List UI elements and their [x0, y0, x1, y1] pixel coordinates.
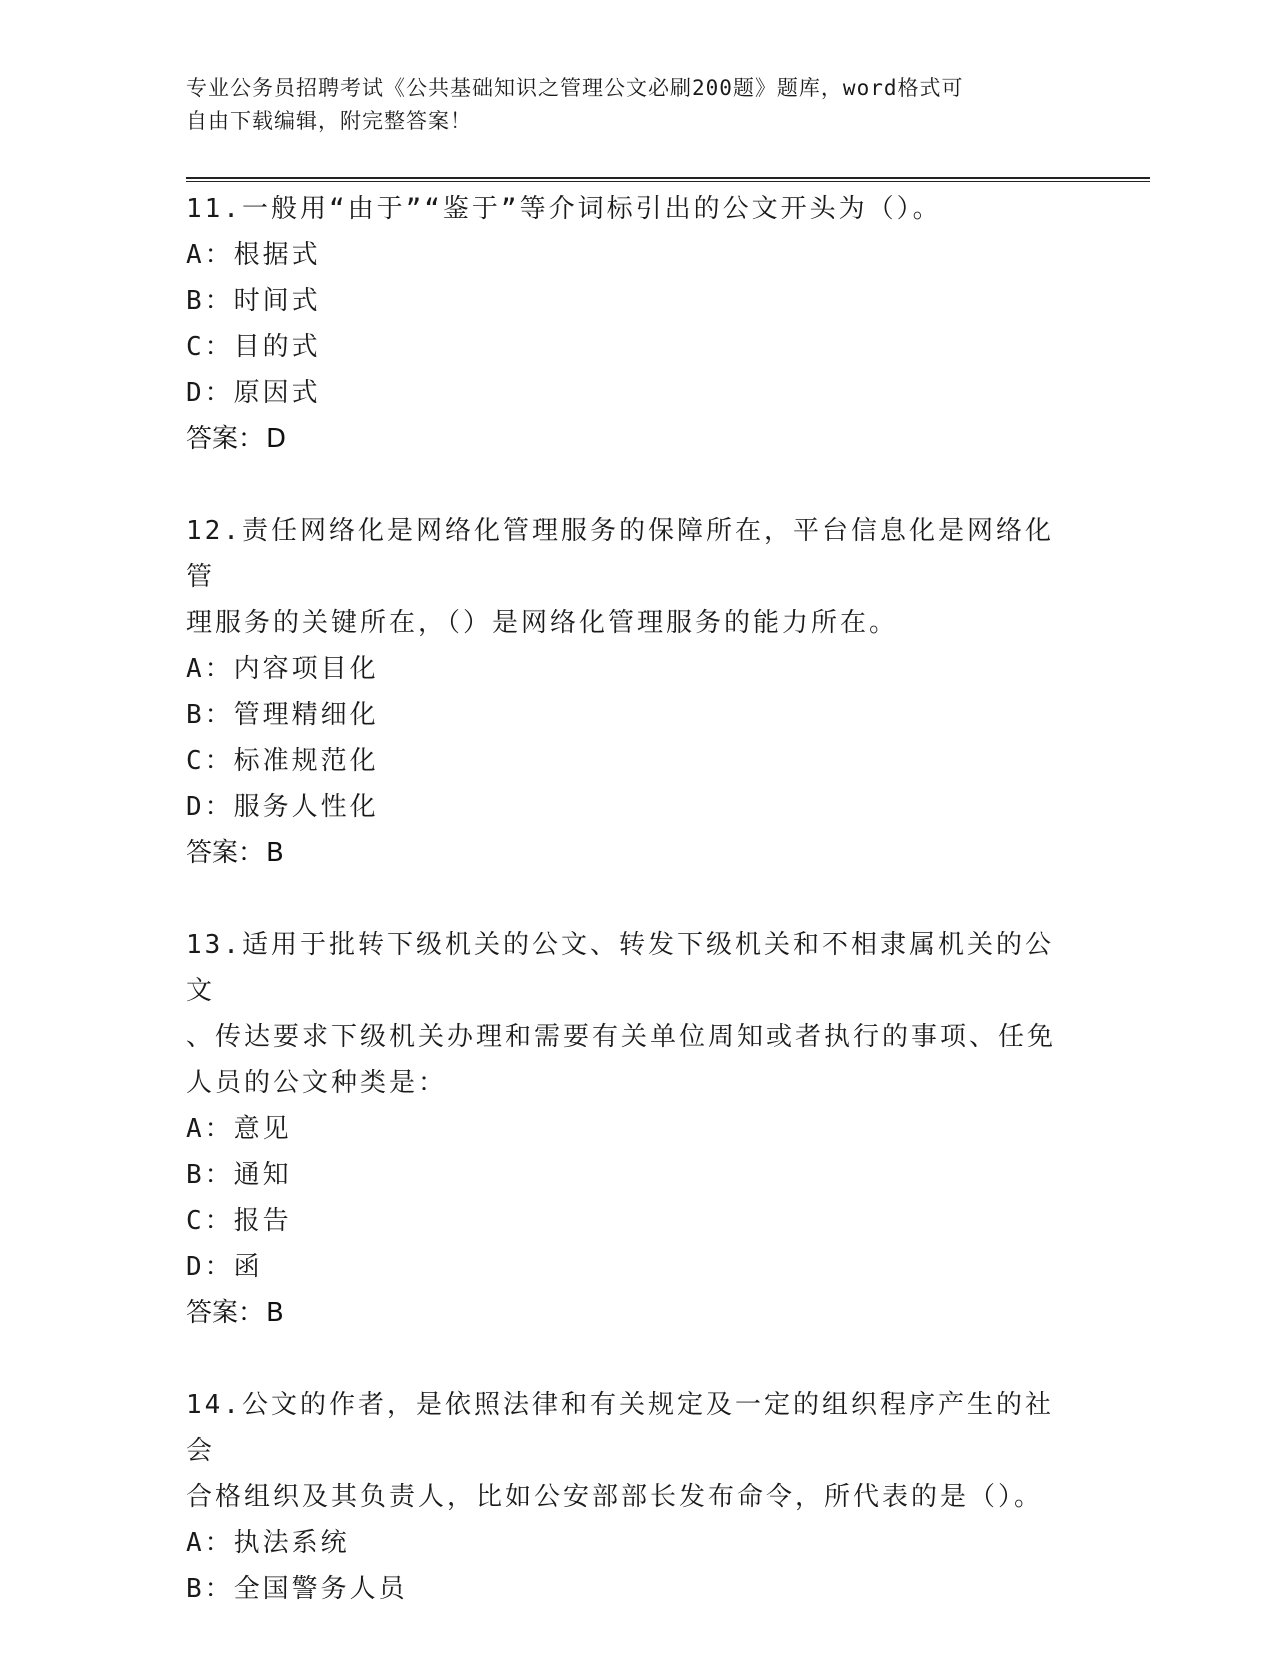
question-number: 11.: [186, 194, 242, 224]
question-14: [186, 1382, 1076, 1612]
answer-value: D: [266, 424, 287, 454]
question-stem-line: 合格组织及其负责人，比如公安部部长发布命令，所代表的是（）。: [186, 1482, 1044, 1512]
question-stem-line: 、传达要求下级机关办理和需要有关单位周知或者执行的事项、任免: [186, 1022, 1057, 1052]
question-stem-line: 12.责任网络化是网络化管理服务的保障所在，平台信息化是网络化管: [186, 516, 1054, 592]
question-13: [186, 922, 1076, 1336]
answer-line: [186, 830, 1076, 876]
answer-label: 答案：: [186, 424, 265, 454]
header-line-1: 专业公务员招聘考试《公共基础知识之管理公文必刷200题》题库，word格式可: [186, 76, 964, 100]
option-a: A：意见: [186, 1114, 292, 1144]
answer-label: 答案：: [186, 1298, 265, 1328]
option-c: C：目的式: [186, 332, 321, 362]
option-b: B：时间式: [186, 286, 321, 316]
option-c: C：标准规范化: [186, 746, 379, 776]
question-number: 12.: [186, 516, 242, 546]
header-divider: [186, 177, 1150, 179]
header-line-2: 自由下载编辑，附完整答案！: [186, 109, 472, 133]
question-11: [186, 186, 1076, 462]
option-d: D：函: [186, 1252, 263, 1282]
question-stem: [186, 922, 1076, 1106]
question-stem-line: 13.适用于批转下级机关的公文、转发下级机关和不相隶属机关的公文: [186, 930, 1054, 1006]
question-number: 13.: [186, 930, 242, 960]
option-a: A：执法系统: [186, 1528, 350, 1558]
question-stem: [186, 508, 1076, 646]
answer-label: 答案：: [186, 838, 265, 868]
question-12: [186, 508, 1076, 876]
document-header: [186, 72, 1066, 138]
option-b: B：管理精细化: [186, 700, 379, 730]
answer-value: B: [266, 1298, 284, 1328]
answer-line: [186, 1290, 1076, 1336]
question-list: [186, 186, 1076, 1658]
question-number: 14.: [186, 1390, 242, 1420]
option-a: A：根据式: [186, 240, 321, 270]
answer-line: [186, 416, 1076, 462]
question-stem-line: 14.公文的作者，是依照法律和有关规定及一定的组织程序产生的社会: [186, 1390, 1054, 1466]
option-d: D：原因式: [186, 378, 321, 408]
answer-value: B: [266, 838, 284, 868]
option-b: B：通知: [186, 1160, 292, 1190]
question-stem-line: 理服务的关键所在，（）是网络化管理服务的能力所在。: [186, 608, 899, 638]
option-a: A：内容项目化: [186, 654, 379, 684]
question-stem: [186, 186, 1076, 232]
option-d: D：服务人性化: [186, 792, 379, 822]
question-stem-line: 人员的公文种类是：: [186, 1068, 448, 1098]
question-stem: [186, 1382, 1076, 1520]
header-divider-thin: [186, 181, 1150, 182]
question-stem-line: 一般用“由于”“鉴于”等介词标引出的公文开头为（）。: [241, 194, 942, 224]
option-b: B：全国警务人员: [186, 1574, 408, 1604]
option-c: C：报告: [186, 1206, 292, 1236]
